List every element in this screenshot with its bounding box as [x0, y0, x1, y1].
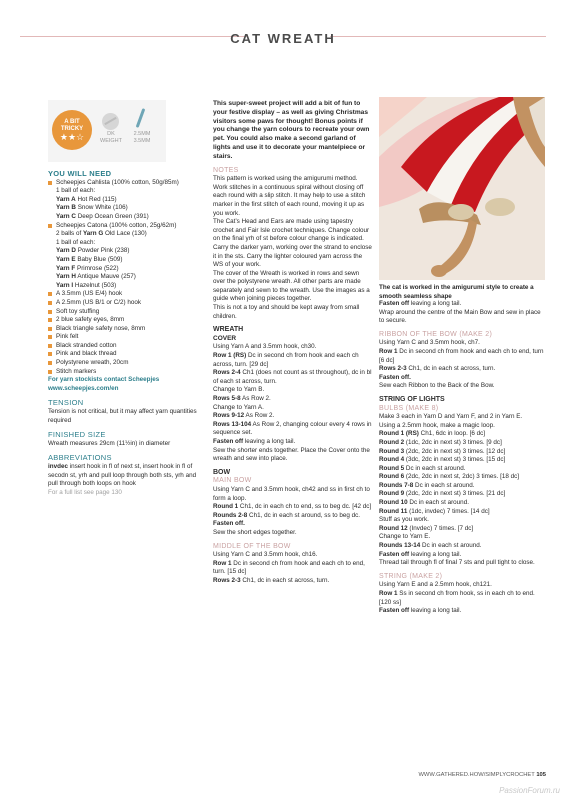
instruction-step: Fasten off — [379, 550, 410, 558]
difficulty-line2: TRICKY — [60, 126, 84, 132]
main-bow-instructions — [213, 486, 373, 538]
cover-subheading: COVER — [213, 334, 237, 342]
instruction-step: Round 1 (RS) — [379, 430, 419, 438]
tension-heading: TENSION — [48, 398, 84, 408]
instruction-text: Thread tail through fl of final 7 sts and pull tight to close. — [379, 559, 535, 567]
yarn-letter: Yarn F — [56, 264, 76, 272]
page-header — [0, 30, 566, 48]
instruction-step: Rows 2-3 — [379, 365, 407, 373]
string-heading: STRING (MAKE 2) — [379, 572, 443, 580]
instruction-text: Dc in second ch from hook and each ch to end, turn. [15 dc] — [213, 559, 365, 576]
instruction-line — [379, 499, 544, 508]
instruction-text: Dc in second ch from hook and each ch across, turn. [29 dc] — [213, 352, 359, 368]
instruction-line — [213, 486, 373, 503]
instruction-line — [213, 551, 373, 560]
instruction-step: Rows 5-8 — [213, 395, 241, 403]
yarn-item — [48, 196, 200, 205]
ribbon-instructions — [379, 339, 544, 391]
page-title: CAT WREATH — [230, 31, 336, 46]
instruction-text: Ch1, dc in each st around, ss to beg dc. — [247, 511, 361, 519]
instruction-line — [379, 374, 544, 383]
instruction-line — [213, 412, 373, 421]
instruction-text: As Row 2, changing colour every 4 rows in sequence set. — [213, 420, 372, 437]
instruction-text: Sew each Ribbon to the Back of the Bow. — [379, 382, 495, 390]
yarn-weight-line1: DK — [107, 131, 115, 137]
material-item: Scheepjes Cahlista (100% cotton, 50g/85m) — [48, 179, 200, 188]
page-number: 105 — [536, 772, 546, 778]
notes-text — [213, 175, 373, 321]
instruction-line — [213, 438, 373, 447]
instruction-line — [379, 581, 544, 590]
instruction-text: Ch1, dc in each st across, turn. — [240, 576, 330, 584]
instruction-step: Rounds 7-8 — [379, 481, 414, 489]
tension-text: Tension is not critical, but it may affect yarn quantities required — [48, 408, 197, 424]
instruction-step: Row 1 — [379, 590, 398, 597]
instruction-text: (2dc, 2dc in next st) 3 times. [12 dc] — [404, 447, 506, 455]
instruction-text: As Row 2. — [240, 395, 271, 403]
yarn-weight-line2: WEIGHT — [100, 137, 122, 144]
instruction-line — [213, 447, 373, 464]
abbrev-full-list-note: For a full list see page 130 — [48, 488, 122, 496]
instruction-line — [213, 560, 373, 577]
instruction-line — [213, 343, 373, 352]
notes-heading: NOTES — [213, 166, 239, 174]
instruction-line — [379, 551, 544, 560]
instruction-line — [379, 533, 544, 542]
material-item: A 2.5mm (US B/1 or C/2) hook — [48, 299, 200, 308]
material-item: Pink and black thread — [48, 350, 200, 359]
intro-text: This super-sweet project will add a bit of fun to your festive display – as well as giving Christmas visitors some paws for thought! Bonus points if you change the yarn colours to recreate your own pet. You could also make a second garland of lights and use it to decorate your mantelpiece or stairs. — [213, 100, 370, 160]
instruction-line — [213, 421, 373, 438]
yarn-item — [48, 282, 200, 291]
you-will-need-heading: YOU WILL NEED — [48, 169, 112, 178]
instruction-step: Rows 2-4 — [213, 369, 241, 377]
instruction-text: Make 3 each in Yarn D and Yarn F, and 2 in Yarn E. — [379, 413, 523, 421]
material-note: 1 ball of each: — [56, 238, 96, 246]
instruction-text: leaving a long tail. — [243, 437, 296, 445]
instruction-line — [213, 352, 373, 369]
instruction-line — [213, 529, 373, 538]
instruction-text: Dc in second ch from hook and each ch to end, turn [6 dc] — [379, 347, 544, 364]
notes-paragraph: The Cat’s Head and Ears are made using tapestry crochet and Fair Isle crochet techniques. Change colour on the final yrh of st before colour change is indicated. Carry the darker yarn, working over the strand to enclose it in the sts. Carry the lighter coloured yarn across the WS of your work. — [213, 218, 372, 269]
instruction-line — [379, 382, 544, 391]
instruction-line — [379, 525, 544, 534]
abbrev-definition: insert hook in fl of next st, insert hook in fl of secodn st, yrh and pull loop through both sts, yrh and pull through both loops on hook — [48, 463, 197, 488]
wreath-instructions — [213, 343, 373, 463]
instruction-line — [379, 448, 544, 457]
yarn-letter: Yarn B — [56, 204, 76, 212]
instruction-text: Using Yarn C and 3.5mm hook, ch7. — [379, 339, 480, 347]
instruction-line — [379, 309, 544, 326]
photo-caption: The cat is worked in the amigurumi style to create a smooth seamless shape — [379, 284, 534, 300]
instruction-line — [379, 465, 544, 474]
instruction-text: Using Yarn C and 3.5mm hook, ch42 and ss in first ch to form a loop. — [213, 485, 370, 502]
instruction-text: (1dc, 2dc in next st) 3 times. [9 dc] — [404, 438, 502, 446]
finished-size-text: Wreath measures 29cm (11½in) in diameter — [48, 439, 171, 447]
instruction-line — [379, 456, 544, 465]
hook-size-line1: 2.5MM — [133, 131, 151, 137]
yarn-letter: Yarn I — [56, 281, 74, 289]
material-item: Scheepjes Catona (100% cotton, 25g/62m) — [48, 222, 200, 231]
instruction-step: Round 11 — [379, 507, 408, 515]
instruction-text: leaving a long tail. — [409, 607, 462, 615]
instruction-line — [379, 590, 544, 607]
instruction-line — [379, 508, 544, 517]
yarn-colour: Snow White (106) — [75, 204, 128, 212]
material-item: Polystyrene wreath, 20cm — [48, 359, 200, 368]
instruction-step: Round 2 — [379, 438, 405, 446]
string-instructions — [379, 581, 544, 615]
instruction-text: Using Yarn C and 3.5mm hook, ch16. — [213, 551, 318, 559]
instruction-text: (2dc, 2dc in next st) 3 times. [21 dc] — [404, 490, 506, 498]
wreath-heading: WREATH — [213, 326, 244, 334]
string-of-lights-heading: STRING OF LIGHTS — [379, 395, 445, 403]
notes-paragraph: This pattern is worked using the amigurumi method. Work stitches in a continuous spiral without closing off each round with a slip stitch. It may help to use a stitch marker in the first stitch of each round, moving it up as you work. — [213, 175, 366, 217]
instruction-step: Fasten off. — [379, 373, 411, 381]
notes-paragraph: The cover of the Wreath is worked in rows and sewn over the polystyrene wreath. All other parts are made separately and sewn to the wreath. Use the images as a guide when joining pieces together. — [213, 269, 370, 303]
instruction-line — [213, 512, 373, 521]
yarn-letter: Yarn H — [56, 273, 76, 281]
instruction-text: Change to Yarn B. — [213, 386, 265, 394]
material-item: 2 blue safety eyes, 8mm — [48, 316, 200, 325]
instruction-step: Round 9 — [379, 490, 405, 498]
instruction-step: Round 10 — [379, 499, 408, 507]
instruction-text: (Invdec) 7 times. [7 dc] — [407, 524, 474, 532]
hook-size-line2: 3.5MM — [133, 137, 151, 144]
instruction-text: Ss in second ch from hook, ss in each ch to end. [120 ss] — [379, 590, 535, 606]
instruction-text: Dc in each st around. — [413, 481, 475, 489]
instruction-text: Sew the short edges together. — [213, 528, 297, 536]
instruction-line — [379, 348, 544, 365]
instruction-text: Dc in each st around. — [420, 542, 482, 550]
instruction-text: As Row 2. — [244, 412, 275, 420]
instruction-step: Rows 13-104 — [213, 420, 252, 428]
yarn-letter: Yarn D — [56, 247, 76, 255]
yarn-item — [48, 273, 200, 282]
material-item: Pink felt — [48, 333, 200, 342]
bulbs-heading: BULBS (MAKE 8) — [379, 404, 439, 412]
instruction-line — [213, 520, 373, 529]
instruction-line — [379, 473, 544, 482]
middle-bow-instructions — [213, 551, 373, 585]
abbreviations-heading: ABBREVIATIONS — [48, 453, 112, 463]
material-item: Black triangle safety nose, 8mm — [48, 325, 200, 334]
instruction-step: Fasten off — [213, 437, 244, 445]
yarn-colour: Hazelnut (503) — [73, 281, 117, 289]
instruction-step: Row 1 (RS) — [213, 352, 247, 360]
material-item: Black stranded cotton — [48, 342, 200, 351]
instruction-step: Round 3 — [379, 447, 405, 455]
material-note: 1 ball of each: — [56, 187, 96, 195]
yarn-colour: Deep Ocean Green (391) — [75, 212, 149, 220]
instruction-text: (2dc, 2dc in next st, 2dc) 3 times. [18 dc] — [404, 473, 519, 481]
instruction-line — [213, 503, 373, 512]
instruction-text: leaving a long tail. — [409, 550, 462, 558]
instruction-line — [213, 369, 373, 386]
difficulty-line1: A BIT — [64, 119, 80, 125]
yarn-colour: Powder Pink (238) — [75, 247, 130, 255]
main-bow-heading: MAIN BOW — [213, 477, 252, 485]
materials-list — [48, 179, 200, 377]
instruction-text: Dc in each st around. — [407, 499, 469, 507]
instruction-text: Ch1, dc in each ch to end, ss to beg dc. [42 dc] — [238, 503, 372, 511]
instruction-text: Using a 2.5mm hook, make a magic loop. — [379, 421, 495, 429]
instruction-text: Dc in each st around. — [404, 464, 466, 472]
yarn-colour: Antique Mauve (257) — [75, 273, 136, 281]
pattern-column-right — [379, 300, 544, 616]
instruction-text: Change to Yarn A. — [213, 403, 264, 411]
instruction-step: Rows 2-3 — [213, 576, 241, 584]
instruction-line — [379, 559, 544, 568]
instruction-line — [379, 516, 544, 525]
instruction-text: Using Yarn A and 3.5mm hook, ch30. — [213, 343, 317, 351]
instruction-step: Rounds 13-14 — [379, 542, 421, 550]
instruction-line — [213, 395, 373, 404]
instruction-line — [379, 607, 544, 616]
yarn-colour: Old Lace (130) — [103, 230, 147, 238]
abbrev-term: invdec — [48, 463, 68, 470]
yarn-item — [48, 204, 200, 213]
instruction-text: Stuff as you work. — [379, 516, 429, 524]
instruction-line — [379, 482, 544, 491]
instruction-text: Using Yarn E and a 2.5mm hook, ch121. — [379, 581, 492, 589]
yarn-colour: Baby Blue (509) — [75, 255, 123, 263]
instruction-text: Sew the shorter ends together. Place the Cover onto the wreath and sew into place. — [213, 446, 370, 463]
instruction-line — [213, 386, 373, 395]
instruction-step: Fasten off — [379, 300, 410, 307]
instruction-text: (3dc, 2dc in next st) 3 times. [15 dc] — [404, 456, 506, 464]
instruction-text: Change to Yarn E. — [379, 533, 431, 541]
instruction-step: Round 5 — [379, 464, 405, 472]
yarn-item — [48, 247, 200, 256]
instruction-step: Row 1 — [213, 559, 232, 567]
instruction-text: Ch1, dc in each st across, turn. — [406, 365, 496, 373]
instruction-text: (1dc, invdec) 7 times. [14 dc] — [407, 507, 490, 515]
instruction-line — [213, 577, 373, 586]
instruction-text: Ch1, 6dc in loop. [6 dc] — [418, 430, 486, 438]
stockists-note: For yarn stockists contact Scheepjes www.scheepjes.com/en — [48, 376, 160, 392]
pattern-column-middle — [213, 100, 373, 585]
yarn-colour: Hot Red (115) — [75, 195, 117, 203]
instruction-step: Fasten off — [379, 607, 410, 615]
yarn-item — [48, 256, 200, 265]
instruction-line — [379, 365, 544, 374]
ribbon-heading: RIBBON OF THE BOW (MAKE 2) — [379, 330, 493, 338]
material-item: Stitch markers — [48, 368, 200, 377]
yarn-letter: Yarn C — [56, 212, 76, 220]
materials-column — [48, 102, 200, 497]
instruction-step: Round 1 — [213, 503, 239, 511]
yarn-letter: Yarn E — [56, 255, 76, 263]
instruction-step: Round 6 — [379, 473, 405, 481]
difficulty-stars: ★★☆ — [59, 132, 85, 142]
page-footer — [390, 772, 546, 778]
bulbs-instructions — [379, 413, 544, 568]
instruction-line — [213, 404, 373, 413]
cat-illustration — [379, 97, 545, 280]
instruction-line — [379, 430, 544, 439]
notes-paragraph: This is not a toy and should be kept away from small children. — [213, 304, 360, 320]
instruction-step: Rows 9-12 — [213, 412, 245, 420]
instruction-step: Round 4 — [379, 456, 405, 464]
material-item: A 3.5mm (US E/4) hook — [48, 290, 200, 299]
instruction-line — [379, 413, 544, 422]
finished-size-heading: FINISHED SIZE — [48, 430, 106, 440]
middle-bow-finish — [379, 300, 544, 326]
instruction-text: Ch1 (does not count as st throughout), dc in bl of each st across, turn. — [213, 369, 372, 385]
yarn-item — [48, 230, 200, 239]
yarn-quantity: 2 balls of — [56, 230, 83, 238]
yarn-letter: Yarn G — [82, 230, 104, 238]
instruction-line — [379, 542, 544, 551]
instruction-text: leaving a long tail. — [409, 300, 462, 307]
yarn-letter: Yarn A — [56, 195, 76, 203]
cat-wreath-photo — [379, 97, 545, 280]
instruction-line — [379, 339, 544, 348]
instruction-line — [379, 300, 544, 309]
instruction-step: Fasten off. — [213, 520, 245, 528]
bow-heading: BOW — [213, 468, 231, 476]
yarn-item — [48, 265, 200, 274]
middle-bow-heading: MIDDLE OF THE BOW — [213, 542, 291, 550]
instruction-step: Row 1 — [379, 347, 398, 355]
instruction-step: Round 12 — [379, 524, 408, 532]
footer-url: WWW.GATHERED.HOW/SIMPLYCROCHET — [418, 772, 535, 778]
yarn-item — [48, 213, 200, 222]
instruction-text: Wrap around the centre of the Main Bow and sew in place to secure. — [379, 308, 541, 325]
instruction-line — [379, 422, 544, 431]
abbreviation-invdec — [48, 463, 200, 489]
instruction-line — [379, 439, 544, 448]
yarn-colour: Primrose (522) — [75, 264, 119, 272]
instruction-line — [379, 490, 544, 499]
watermark: PassionForum.ru — [499, 786, 560, 795]
material-item: Soft toy stuffing — [48, 308, 200, 317]
instruction-step: Rounds 2-8 — [213, 511, 248, 519]
